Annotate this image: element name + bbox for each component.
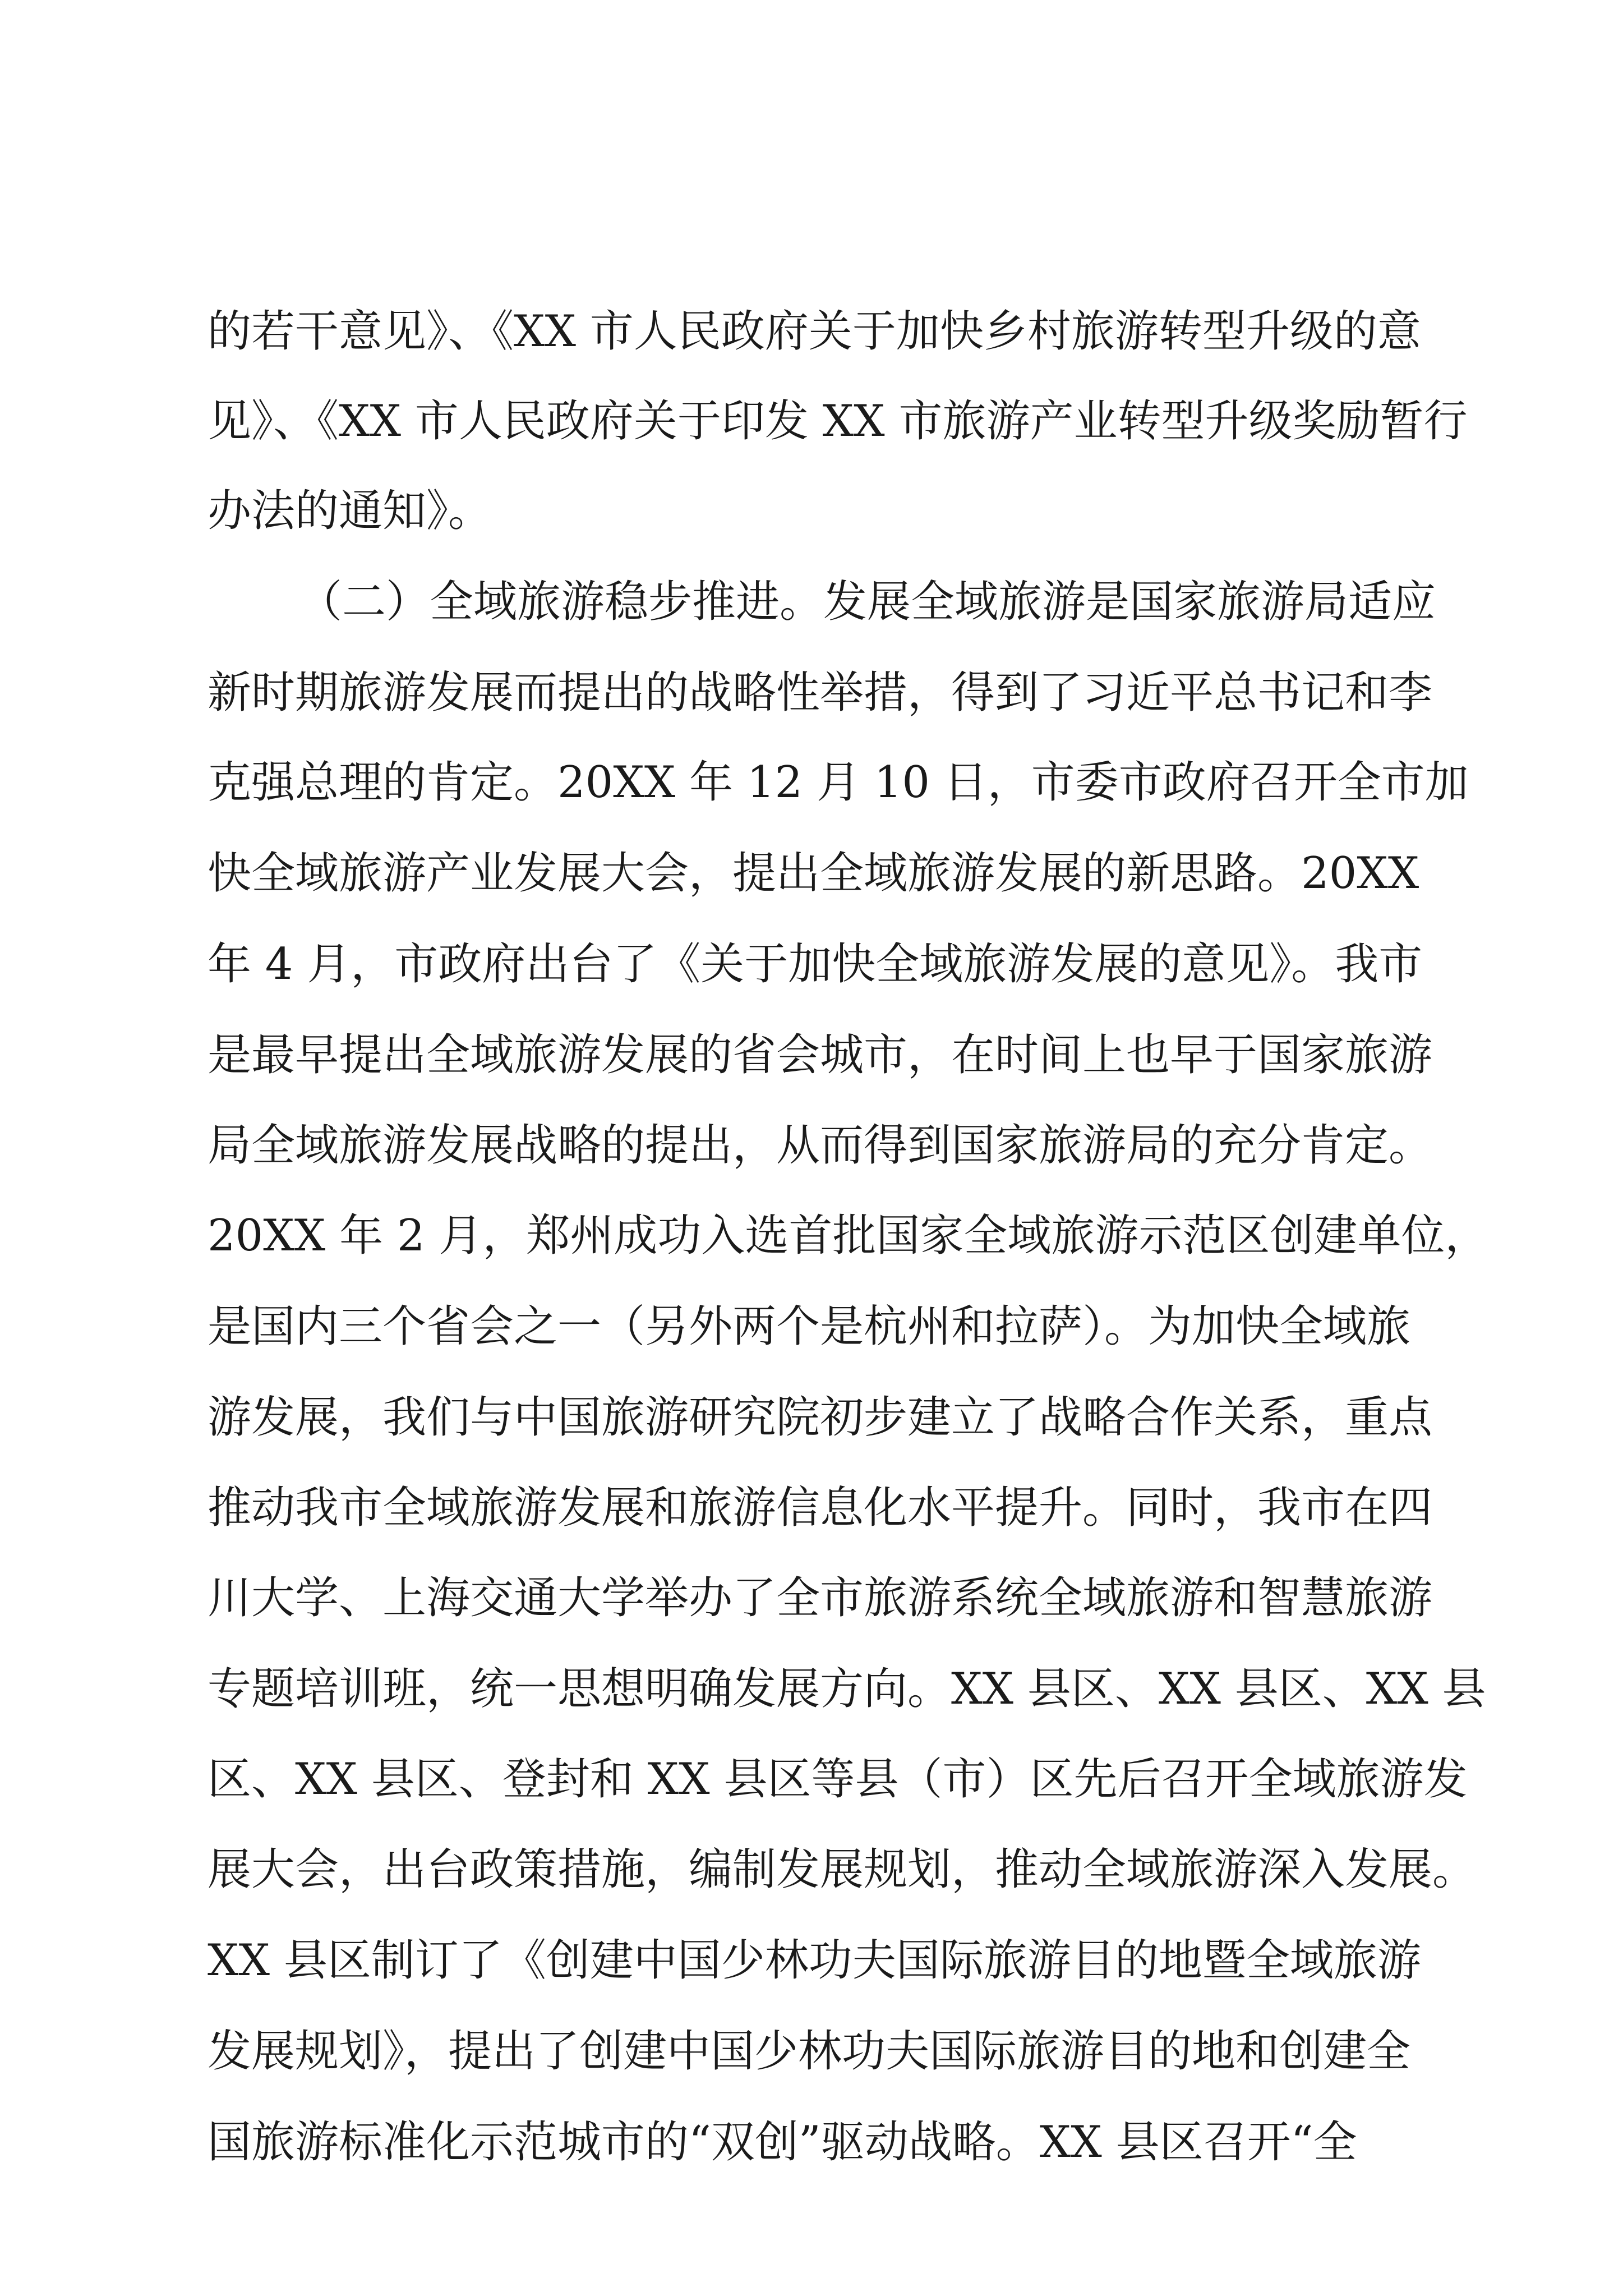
body-line: 见》、《XX 市人民政府关于印发 XX 市旅游产业转型升级奖励暂行 bbox=[208, 396, 1468, 447]
body-line: 局全域旅游发展战略的提出，从而得到国家旅游局的充分肯定。 bbox=[208, 1120, 1433, 1171]
body-line: 克强总理的肯定。20XX 年 12 月 10 日，市委市政府召开全市加 bbox=[208, 757, 1469, 808]
body-line: 新时期旅游发展而提出的战略性举措，得到了习近平总书记和李 bbox=[208, 668, 1433, 718]
body-line: 游发展，我们与中国旅游研究院初步建立了战略合作关系，重点 bbox=[208, 1392, 1433, 1443]
body-line: 20XX 年 2 月，郑州成功入选首批国家全域旅游示范区创建单位， bbox=[208, 1211, 1489, 1261]
body-line: 国旅游标准化示范城市的“双创”驱动战略。XX 县区召开“全 bbox=[208, 2117, 1357, 2168]
body-line: XX 县区制订了《创建中国少林功夫国际旅游目的地暨全域旅游 bbox=[208, 1935, 1421, 1986]
body-line: 川大学、上海交通大学举办了全市旅游系统全域旅游和智慧旅游 bbox=[208, 1573, 1433, 1623]
body-line: 办法的通知》。 bbox=[208, 486, 492, 536]
body-line: 发展规划》，提出了创建中国少林功夫国际旅游目的地和创建全 bbox=[208, 2026, 1411, 2077]
body-line: 是最早提出全域旅游发展的省会城市，在时间上也早于国家旅游 bbox=[208, 1030, 1433, 1080]
body-line: 是国内三个省会之一（另外两个是杭州和拉萨）。为加快全域旅 bbox=[208, 1301, 1411, 1352]
body-line: 区、XX 县区、登封和 XX 县区等县（市）区先后召开全域旅游发 bbox=[208, 1754, 1468, 1805]
body-line: 专题培训班，统一思想明确发展方向。XX 县区、XX 县区、XX 县 bbox=[208, 1664, 1486, 1714]
body-line: 的若干意见》、《XX 市人民政府关于加快乡村旅游转型升级的意 bbox=[208, 306, 1421, 357]
body-line: 展大会，出台政策措施，编制发展规划，推动全域旅游深入发展。 bbox=[208, 1844, 1477, 1895]
body-line: 快全域旅游产业发展大会，提出全域旅游发展的新思路。20XX bbox=[208, 848, 1419, 899]
body-line: 年 4 月，市政府出台了《关于加快全域旅游发展的意见》。我市 bbox=[208, 939, 1423, 990]
body-line: 推动我市全域旅游发展和旅游信息化水平提升。同时，我市在四 bbox=[208, 1483, 1433, 1533]
section-heading-line: （二）全域旅游稳步推进。发展全域旅游是国家旅游局适应 bbox=[298, 577, 1436, 627]
